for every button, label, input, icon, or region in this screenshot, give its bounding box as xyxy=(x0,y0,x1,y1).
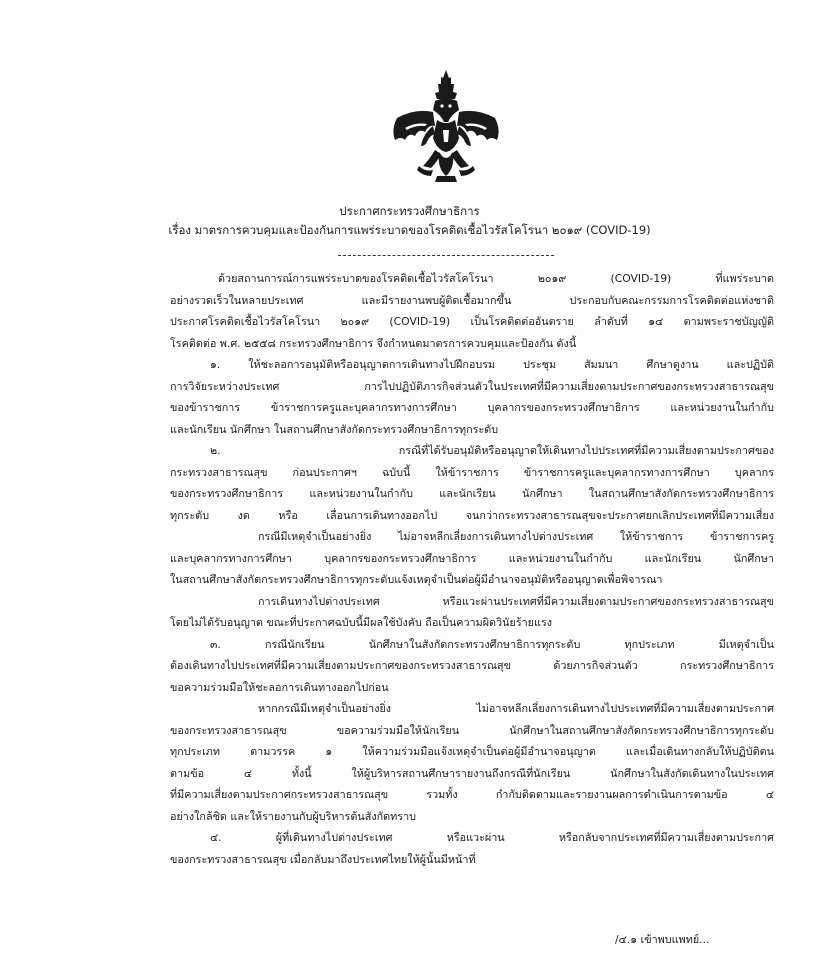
body-line: ขอความร่วมมือให้ชะลอการเดินทางออกไปก่อน xyxy=(170,680,389,694)
body-line: ๒. กรณีที่ได้รับอนุมัติหรืออนุญาตให้เดินทางไปประเทศที่มีความเสี่ยงตามประกาศของ xyxy=(210,444,774,457)
page-continuation: /๔.๑ เข้าพบแพทย์... xyxy=(615,933,710,946)
body-line: ของกระทรวงศึกษาธิการ และหน่วยงานในกำกับ และนักเรียน นักศึกษา ในสถานศึกษาสังกัดกระทรวงศึกษาธิการ xyxy=(170,487,774,500)
body-line: ต้องเดินทางไปประเทศที่มีความเสี่ยงตามประกาศของกระทรวงสาธารณสุข ด้วยภารกิจส่วนตัว กระทรวงศึกษาธิการ xyxy=(170,659,774,672)
body-line: ประกาศโรคติดเชื้อไวรัสโคโรนา ๒๐๑๙ (COVID-19) เป็นโรคติดต่ออันตราย ลำดับที่ ๑๔ ตามพระราชบัญญัติ xyxy=(170,315,774,328)
body-line: ๔. ผู้ที่เดินทางไปต่างประเทศ หรือแวะผ่าน หรือกลับจากประเทศที่มีความเสี่ยงตามประกาศ xyxy=(210,831,774,844)
body-line: หากกรณีมีเหตุจำเป็นอย่างยิ่ง ไม่อาจหลีกเลี่ยงการเดินทางไปประเทศที่มีความเสี่ยงตามประกาศ xyxy=(258,702,774,715)
body-line: ตามข้อ ๔ ทั้งนี้ ให้ผู้บริหารสถานศึกษารายงานถึงกรณีที่นักเรียน นักศึกษาในสังกัดเดินทางในประเทศ xyxy=(170,766,774,780)
body-line: โรคติดต่อ พ.ศ. ๒๕๕๘ กระทรวงศึกษาธิการ จึงกำหนดมาตรการควบคุมและป้องกัน ดังนี้ xyxy=(170,336,577,350)
announcement-body xyxy=(170,268,774,870)
body-line: กรณีมีเหตุจำเป็นอย่างยิ่ง ไม่อาจหลีกเลี่ยงการเดินทางไปต่างประเทศ ให้ข้าราชการ ข้าราชการครู xyxy=(258,530,774,543)
body-line: อย่างใกล้ชิด และให้รายงานกับผู้บริหารต้นสังกัดทราบ xyxy=(170,809,416,823)
body-line: ในสถานศึกษาสังกัดกระทรวงศึกษาธิการทุกระดับแจ้งเหตุจำเป็นต่อผู้มีอำนาจอนุมัติหรืออนุญาตเพื่อพิจารณา xyxy=(170,573,663,586)
announcement-subject: เรื่อง มาตรการควบคุมและป้องกันการแพร่ระบาดของโรคติดเชื้อไวรัสโคโรนา ๒๐๑๙ (COVID-19) xyxy=(168,223,651,237)
body-line: กระทรวงสาธารณสุข ก่อนประกาศฯ ฉบับนี้ ให้ข้าราชการ ข้าราชการครูและบุคลากรทางการศึกษา บุคลากร xyxy=(170,465,774,479)
body-line: การเดินทางไปต่างประเทศ หรือแวะผ่านประเทศที่มีความเสี่ยงตามประกาศของกระทรวงสาธารณสุข xyxy=(258,594,774,608)
garuda-emblem xyxy=(385,68,507,192)
title-divider xyxy=(338,255,554,256)
body-line: และนักเรียน นักศึกษา ในสถานศึกษาสังกัดกระทรวงศึกษาธิการทุกระดับ xyxy=(170,422,499,436)
body-line: ๓. กรณีนักเรียน นักศึกษาในสังกัดกระทรวงศึกษาธิการทุกระดับ ทุกประเภท มีเหตุจำเป็น xyxy=(210,637,774,651)
body-line: ของกระทรวงสาธารณสุข ขอความร่วมมือให้นักเรียน นักศึกษาในสถานศึกษาสังกัดกระทรวงศึกษาธิการทุกระดับ xyxy=(170,723,774,737)
body-line: ทุกประเภท ตามวรรค ๑ ให้ความร่วมมือแจ้งเหตุจำเป็นต่อผู้มีอำนาจอนุญาต และเมื่อเดินทางกลับให้ปฏิบัติตน xyxy=(170,745,774,758)
body-line: และบุคลากรทางการศึกษา บุคลากรของกระทรวงศึกษาธิการ และหน่วยงานในกำกับ และนักเรียน นักศึกษา xyxy=(170,551,774,565)
body-line: การวิจัยระหว่างประเทศ การไปปฏิบัติภารกิจส่วนตัวในประเทศที่มีความเสี่ยงตามประกาศของกระทรวงสาธารณสุข xyxy=(170,379,774,393)
body-line: ที่มีความเสี่ยงตามประกาศกระทรวงสาธารณสุข รวมทั้ง กำกับติดตามและรายงานผลการดำเนินการตามข้อ ๔ xyxy=(170,788,774,801)
body-line: ๑. ให้ชะลอการอนุมัติหรืออนุญาตการเดินทางไปฝึกอบรม ประชุม สัมมนา ศึกษาดูงาน และปฏิบัติ xyxy=(210,358,774,371)
body-line: ของกระทรวงสาธารณสุข เมื่อกลับมาถึงประเทศไทยให้ผู้นั้นมีหน้าที่ xyxy=(170,852,476,866)
body-line: ทุกระดับ งด หรือ เลื่อนการเดินทางออกไป จนกว่ากระทรวงสาธารณสุขจะประกาศยกเลิกประเทศที่มีความเสี่ยง xyxy=(170,508,774,522)
body-line: อย่างรวดเร็วในหลายประเทศ และมีรายงานพบผู้ติดเชื้อมากขึ้น ประกอบกับคณะกรรมการโรคติดต่อแห่งชาติ xyxy=(170,293,774,307)
body-line: ของข้าราชการ ข้าราชการครูและบุคลากรทางการศึกษา บุคลากรของกระทรวงศึกษาธิการ และหน่วยงานในกำกับ xyxy=(170,401,774,414)
body-line: ด้วยสถานการณ์การแพร่ระบาดของโรคติดเชื้อไวรัสโคโรนา ๒๐๑๙ (COVID-19) ที่แพร่ระบาด xyxy=(218,272,774,285)
body-line: โดยไม่ได้รับอนุญาต ขณะที่ประกาศฉบับนี้มีผลใช้บังคับ ถือเป็นความผิดวินัยร้ายแรง xyxy=(170,616,553,629)
announcement-title: ประกาศกระทรวงศึกษาธิการ xyxy=(339,204,480,218)
